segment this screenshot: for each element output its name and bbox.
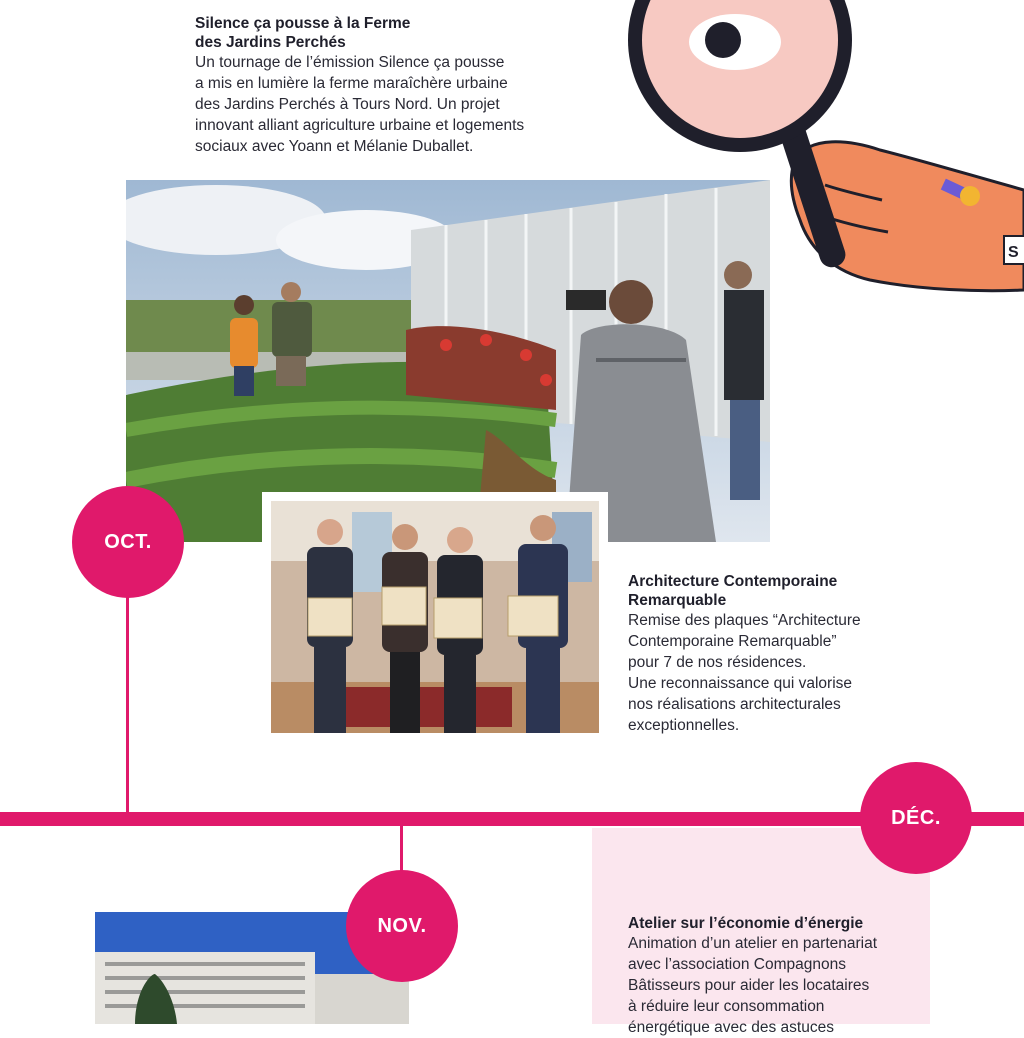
event-body-line: Bâtisseurs pour aider les locataires [628,977,870,994]
event-body-line: nos réalisations architecturales [628,696,841,713]
event-atelier [628,914,928,1038]
month-badge-nov: NOV. [346,870,458,982]
timeline-nov-connector [400,824,403,874]
month-badge-oct: OCT. [72,486,184,598]
event-body-line: Une reconnaissance qui valorise [628,675,853,692]
event-body-line: Animation d’un atelier en partenariat [628,935,878,952]
event-body-line: sociaux avec Yoann et Mélanie Duballet. [195,138,474,155]
event-body-line: des Jardins Perchés à Tours Nord. Un projet [195,96,500,113]
timeline-oct-connector [126,590,129,814]
event-body-line: exceptionnelles. [628,717,740,734]
month-badge-dec: DÉC. [860,762,972,874]
event-title-line1: Silence ça pousse à la Ferme [195,15,411,32]
award-photo [262,492,608,742]
event-title-line2: des Jardins Perchés [195,34,346,51]
event-title-line2: Remarquable [628,592,727,609]
event-architecture [628,572,928,736]
event-body-line: Contemporaine Remarquable” [628,633,837,650]
event-silence [195,14,575,157]
event-body-line: a mis en lumière la ferme maraîchère urbaine [195,75,508,92]
event-body-line: énergétique avec des astuces [628,1019,834,1036]
event-title: Atelier sur l’économie d’énergie [628,915,864,932]
event-title-line1: Architecture Contemporaine [628,573,838,590]
event-body-line: Remise des plaques “Architecture [628,612,861,629]
event-body-line: avec l’association Compagnons [628,956,846,973]
event-body-line: à réduire leur consommation [628,998,825,1015]
garden-photo [126,180,770,542]
event-body-line: pour 7 de nos résidences. [628,654,807,671]
event-body-line: Un tournage de l’émission Silence ça pousse [195,54,505,71]
plate-letter: S [1008,244,1019,261]
event-body-line: innovant alliant agriculture urbaine et logements [195,117,525,134]
